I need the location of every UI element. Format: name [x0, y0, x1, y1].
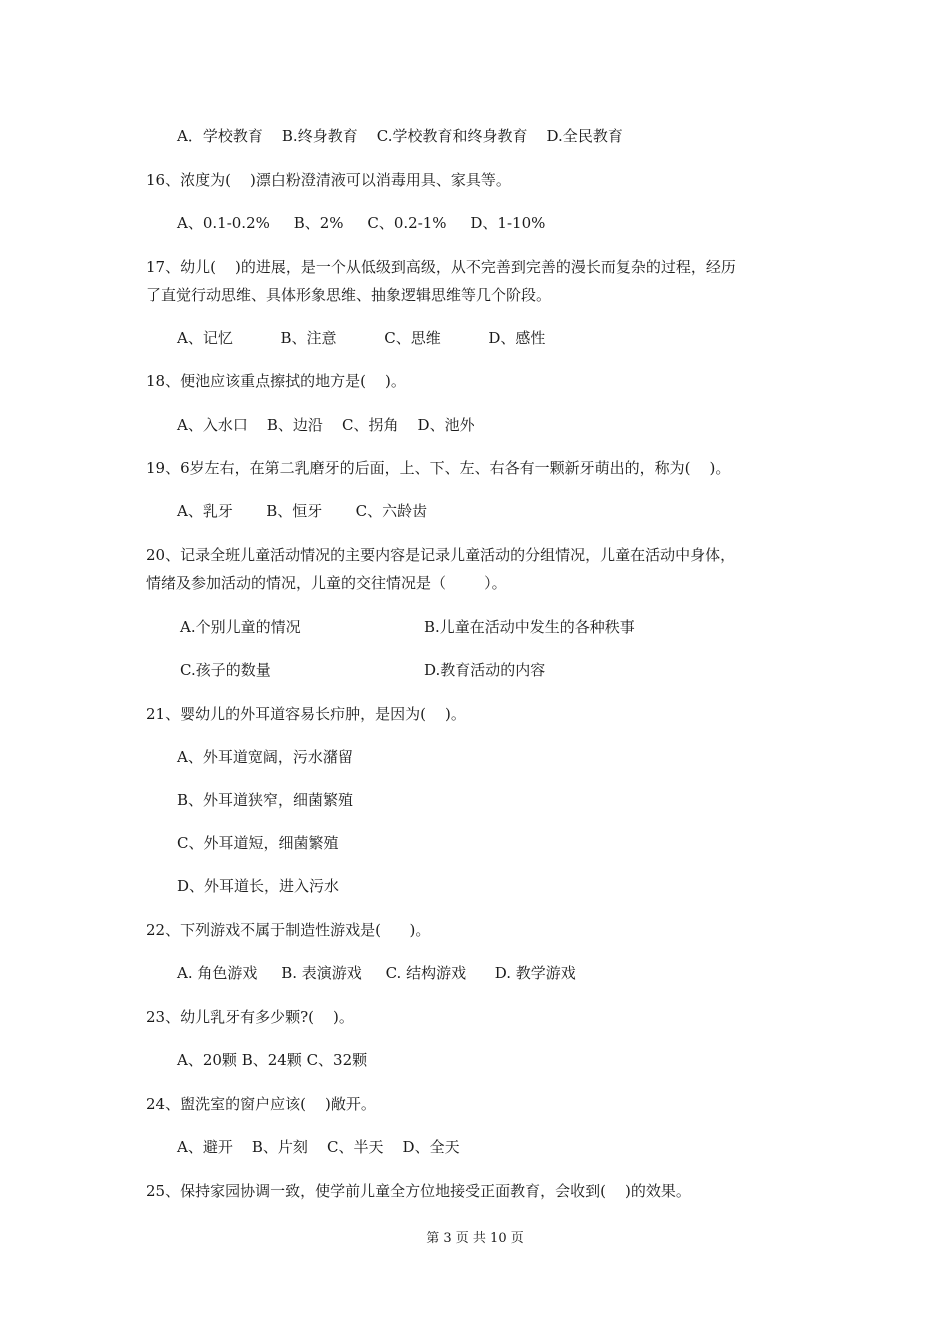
- q21-stem: 21、婴幼儿的外耳道容易长疖肿，是因为( )。: [146, 705, 466, 723]
- q21-option-b: B、外耳道狭窄，细菌繁殖: [177, 791, 354, 809]
- q17-stem-line2: 了直觉行动思维、具体形象思维、抽象逻辑思维等几个阶段。: [146, 286, 552, 304]
- q16-stem: 16、浓度为( )漂白粉澄清液可以消毒用具、家具等。: [146, 171, 511, 189]
- q21-option-a: A、外耳道宽阔，污水潴留: [177, 748, 353, 766]
- q18-options: A、入水口 B、边沿 C、拐角 D、池外: [177, 416, 475, 434]
- q20-stem-line1: 20、记录全班儿童活动情况的主要内容是记录儿童活动的分组情况，儿童在活动中身体，: [146, 546, 736, 564]
- q24-stem: 24、盥洗室的窗户应该( )敞开。: [146, 1095, 376, 1113]
- q24-options: A、避开 B、片刻 C、半天 D、全天: [177, 1138, 460, 1156]
- q25-stem: 25、保持家园协调一致，使学前儿童全方位地接受正面教育，会收到( )的效果。: [146, 1182, 691, 1200]
- page-footer: 第 3 页 共 10 页: [426, 1231, 524, 1246]
- q20-stem-line2: 情绪及参加活动的情况，儿童的交往情况是（ ）。: [146, 574, 507, 592]
- q22-stem: 22、下列游戏不属于制造性游戏是( )。: [146, 921, 431, 939]
- q23-options: A、20颗 B、24颗 C、32颗: [177, 1051, 368, 1069]
- q16-options: A、0.1-0.2% B、2% C、0.2-1% D、1-10%: [177, 214, 546, 232]
- q20-option-b: B.儿童在活动中发生的各种秩事: [424, 618, 635, 636]
- q15-options: A．学校教育 B.终身教育 C.学校教育和终身教育 D.全民教育: [177, 127, 623, 145]
- q23-stem: 23、幼儿乳牙有多少颗?( )。: [146, 1008, 354, 1026]
- q20-option-d: D.教育活动的内容: [424, 661, 546, 679]
- q17-stem-line1: 17、幼儿( )的进展，是一个从低级到高级，从不完善到完善的漫长而复杂的过程，经历: [146, 258, 736, 276]
- q21-option-d: D、外耳道长，进入污水: [177, 877, 340, 895]
- q17-options: A、记忆 B、注意 C、思维 D、感性: [177, 329, 546, 347]
- q18-stem: 18、便池应该重点擦拭的地方是( )。: [146, 372, 406, 390]
- q21-option-c: C、外耳道短，细菌繁殖: [177, 834, 339, 852]
- q20-option-c: C.孩子的数量: [180, 661, 271, 679]
- q22-options: A. 角色游戏 B. 表演游戏 C. 结构游戏 D. 教学游戏: [177, 964, 576, 982]
- q19-stem: 19、6岁左右，在第二乳磨牙的后面，上、下、左、右各有一颗新牙萌出的，称为( )。: [146, 459, 731, 477]
- q20-option-a: A.个别儿童的情况: [180, 618, 301, 636]
- q19-options: A、乳牙 B、恒牙 C、六龄齿: [177, 502, 428, 520]
